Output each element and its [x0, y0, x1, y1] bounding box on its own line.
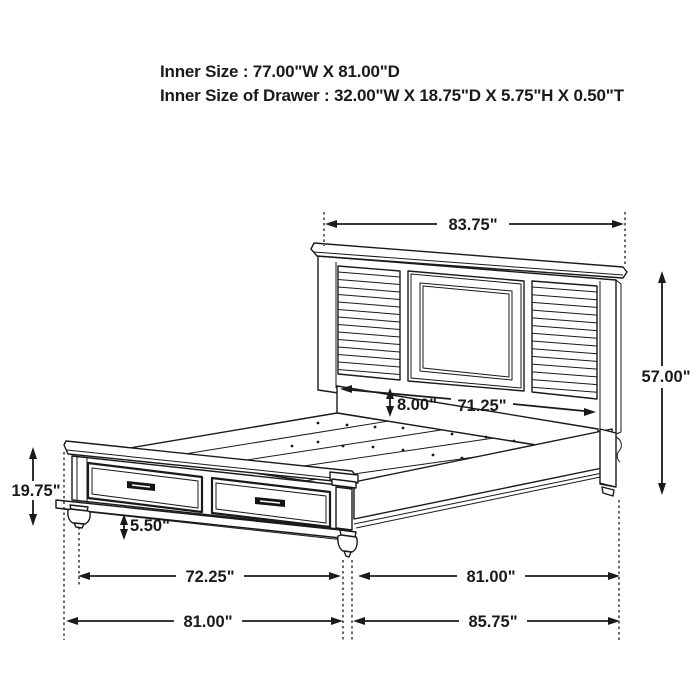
dim-foot-to-head-span-label: 81.00"	[466, 568, 516, 586]
right-louver-panel	[532, 281, 597, 399]
dim-overall-depth	[353, 613, 620, 631]
center-frame-panel	[408, 271, 524, 391]
left-louver-panel	[338, 266, 400, 380]
dim-drawer-front-height	[120, 514, 170, 540]
dim-headboard-height	[641, 271, 690, 495]
right-bun-foot	[338, 530, 357, 557]
headboard-right-leg	[600, 429, 621, 496]
dim-overall-width-label: 81.00"	[183, 613, 233, 631]
dim-drawer-front-height-label: 5.50"	[130, 517, 170, 535]
left-bun-foot	[68, 505, 90, 528]
dim-overall-depth-label: 85.75"	[468, 613, 518, 631]
inner-size-text: Inner Size : 77.00"W X 81.00"D	[160, 62, 400, 81]
dim-footboard-span	[78, 568, 341, 586]
dim-headboard-width-label: 83.75"	[448, 216, 498, 234]
dim-foot-to-head-span	[358, 568, 620, 586]
inner-drawer-size-text: Inner Size of Drawer : 32.00"W X 18.75"D X 5.75"H X 0.50"T	[160, 86, 624, 105]
dim-footboard-height-label: 19.75"	[11, 482, 61, 500]
dim-headboard-height-label: 57.00"	[641, 368, 691, 386]
dim-footboard-height	[11, 447, 60, 526]
dim-overall-width	[66, 613, 343, 631]
dim-headboard-width	[325, 216, 624, 234]
dim-footboard-span-label: 72.25"	[185, 568, 235, 586]
dim-rail-height-label: 8.00"	[397, 396, 437, 414]
dim-inner-length-label: 71.25"	[457, 397, 507, 415]
